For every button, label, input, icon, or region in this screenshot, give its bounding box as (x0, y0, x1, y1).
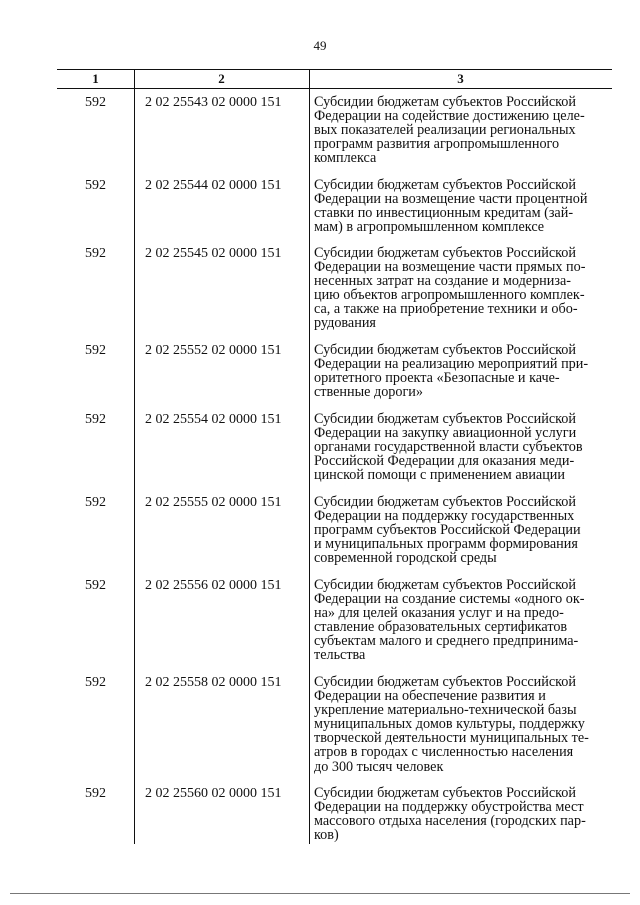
description: Субсидии бюджетам субъектов Российской Федерации на поддержку обустройства мест массового отдыха населения (городских пар- ков) (314, 785, 586, 844)
budget-code: 2 02 25554 02 0000 151 (145, 412, 282, 427)
table-header (57, 69, 612, 89)
scan-edge-line (10, 893, 630, 894)
description: Субсидии бюджетам субъектов Российской Федерации на закупку авиационной услуги органами государственной власти субъектов Российской Федерации для оказания меди- цинской помощи с применением авиации (314, 411, 583, 484)
budget-code: 2 02 25555 02 0000 151 (145, 495, 282, 510)
description: Субсидии бюджетам субъектов Российской Федерации на содействие достижению целе- вых показателей реализации региональных программ развития агропромышленного комплекса (314, 94, 585, 167)
budget-code: 2 02 25544 02 0000 151 (145, 178, 282, 193)
page-number: 49 (313, 38, 327, 53)
row-number: 592 (85, 786, 106, 801)
description: Субсидии бюджетам субъектов Российской Федерации на поддержку государственных программ субъектов Российской Федерации и муниципальных программ формирования современной городской среды (314, 494, 581, 567)
budget-code: 2 02 25560 02 0000 151 (145, 786, 282, 801)
row-number: 592 (85, 578, 106, 593)
description: Субсидии бюджетам субъектов Российской Федерации на возмещение части прямых по- несенных затрат на создание и модерниза- цию объектов агропромышленного комплек- са, а также на приобретение техники и обо- рудования (314, 245, 586, 332)
budget-code: 2 02 25558 02 0000 151 (145, 675, 282, 690)
row-number: 592 (85, 343, 106, 358)
description: Субсидии бюджетам субъектов Российской Федерации на возмещение части процентной ставки по инвестиционным кредитам (зай- мам) в агропромышленном комплексе (314, 177, 588, 236)
header-col-1: 1 (92, 71, 99, 86)
description: Субсидии бюджетам субъектов Российской Федерации на реализацию мероприятий при- оритетного проекта «Безопасные и каче- ственные дороги» (314, 342, 589, 401)
budget-code: 2 02 25545 02 0000 151 (145, 246, 282, 261)
budget-code: 2 02 25543 02 0000 151 (145, 95, 282, 110)
budget-code: 2 02 25552 02 0000 151 (145, 343, 282, 358)
header-col-2: 2 (218, 71, 225, 86)
row-number: 592 (85, 178, 106, 193)
description: Субсидии бюджетам субъектов Российской Федерации на обеспечение развития и укрепление материально-технической базы муниципальных домов культуры, поддержку творческой деятельности муниципальных те- атров в городах с численностью населения до 300 тысяч человек (314, 674, 589, 775)
budget-code: 2 02 25556 02 0000 151 (145, 578, 282, 593)
row-number: 592 (85, 412, 106, 427)
row-number: 592 (85, 675, 106, 690)
description: Субсидии бюджетам субъектов Российской Федерации на создание системы «одного ок- на» для целей оказания услуг и на предо- ставление образовательных сертификатов субъектам малого и среднего предпринима- тельства (314, 577, 585, 664)
column-divider-1 (134, 69, 135, 844)
row-number: 592 (85, 246, 106, 261)
row-number: 592 (85, 495, 106, 510)
header-col-3: 3 (457, 71, 464, 86)
row-number: 592 (85, 95, 106, 110)
